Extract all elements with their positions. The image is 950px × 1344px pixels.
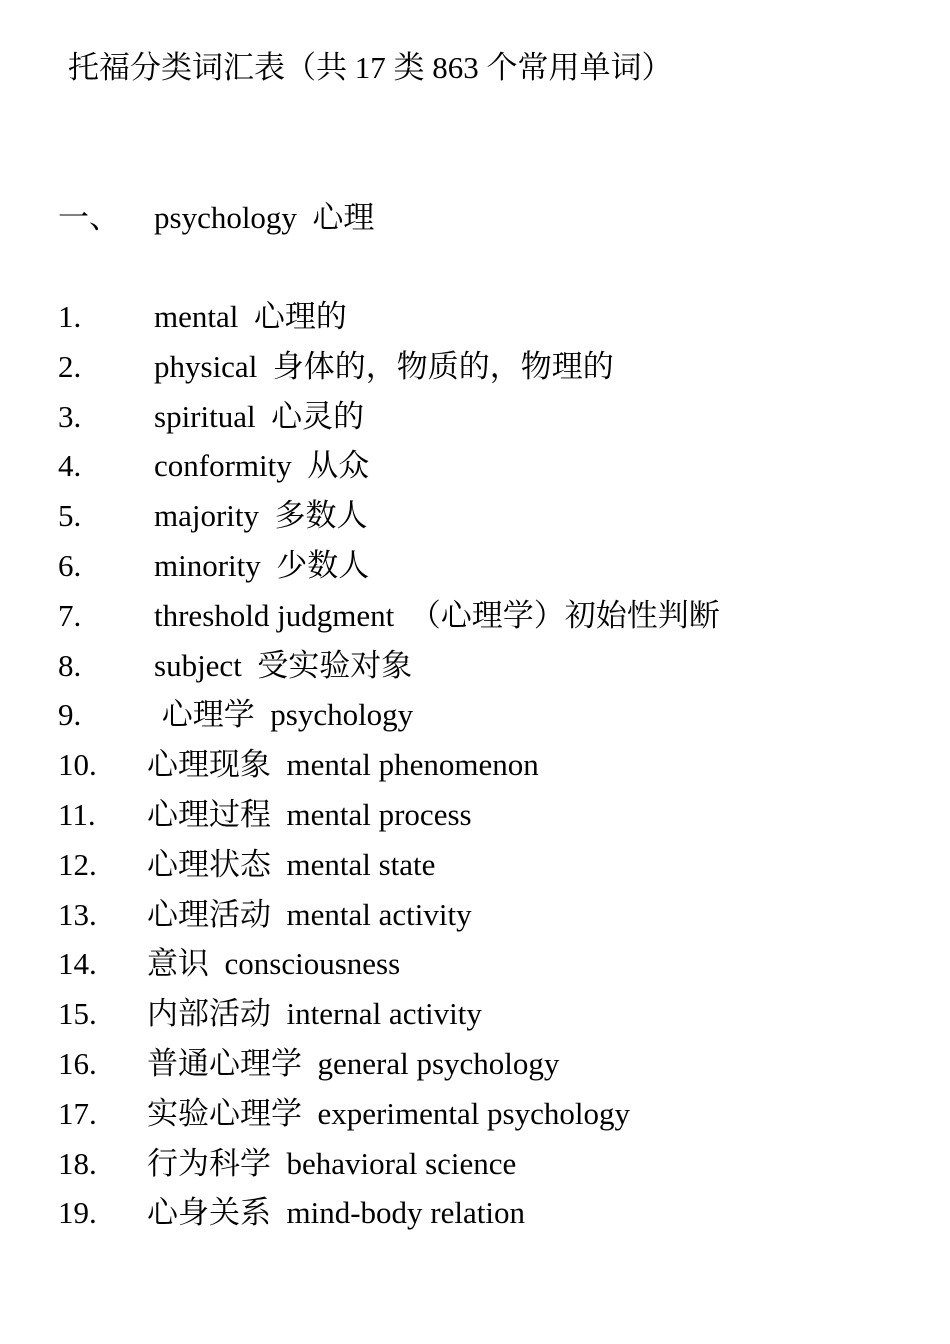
item-number: 18.: [58, 1145, 97, 1181]
list-item: [58, 345, 720, 395]
item-number: 9.: [58, 697, 82, 733]
item-text: minority 少数人: [154, 547, 370, 583]
list-item: [58, 444, 720, 494]
list-item: [58, 942, 720, 992]
item-text: subject 受实验对象: [154, 647, 413, 683]
item-text: mental 心理的: [154, 299, 347, 334]
item-number: 3.: [58, 398, 82, 434]
list-item: [58, 992, 720, 1042]
list-item: [58, 1191, 720, 1241]
list-item: [58, 743, 720, 793]
item-number: 14.: [58, 946, 97, 982]
item-text: 心理现象 mental phenomenon: [147, 747, 539, 783]
list-item: [58, 1042, 720, 1092]
item-text: 意识 consciousness: [147, 946, 401, 982]
section-heading: [58, 196, 374, 240]
item-text: 心身关系 mind-body relation: [147, 1195, 525, 1231]
item-number: 7.: [58, 597, 82, 633]
item-text: physical 身体的，物质的，物理的: [154, 348, 614, 384]
list-item: [58, 843, 720, 893]
section-title: psychology 心理: [154, 200, 375, 235]
list-item: [58, 494, 720, 544]
list-item: [58, 295, 720, 345]
item-number: 2.: [58, 348, 82, 384]
item-text: threshold judgment （心理学）初始性判断: [154, 597, 720, 633]
item-number: 10.: [58, 747, 97, 783]
item-number: 12.: [58, 846, 97, 882]
item-number: 6.: [58, 547, 82, 583]
item-text: spiritual 心灵的: [154, 398, 365, 434]
item-text: 心理过程 mental process: [147, 796, 472, 832]
item-number: 11.: [58, 796, 96, 832]
item-number: 13.: [58, 896, 97, 932]
list-item: [58, 1142, 720, 1192]
item-text: 普通心理学 general psychology: [147, 1045, 560, 1081]
item-number: 4.: [58, 448, 82, 484]
item-text: majority 多数人: [154, 498, 368, 534]
list-item: [58, 395, 720, 445]
list-item: [58, 693, 720, 743]
item-number: 19.: [58, 1195, 97, 1231]
list-item: [58, 893, 720, 943]
item-number: 16.: [58, 1045, 97, 1081]
list-item: [58, 544, 720, 594]
list-item: [58, 1092, 720, 1142]
vocabulary-list: [58, 295, 720, 1241]
item-number: 15.: [58, 996, 97, 1032]
list-item: [58, 644, 720, 694]
item-number: 8.: [58, 647, 82, 683]
item-text: 行为科学 behavioral science: [147, 1145, 517, 1181]
item-number: 1.: [58, 299, 82, 334]
list-item: [58, 594, 720, 644]
item-number: 5.: [58, 498, 82, 534]
item-number: 17.: [58, 1095, 97, 1131]
item-text: 心理学 psychology: [154, 697, 414, 733]
section-number: 一、: [58, 200, 120, 235]
item-text: conformity 从众: [154, 448, 370, 484]
item-text: 实验心理学 experimental psychology: [147, 1095, 630, 1131]
document-title: 托福分类词汇表（共 17 类 863 个常用单词）: [68, 50, 673, 85]
item-text: 心理活动 mental activity: [147, 896, 472, 932]
item-text: 心理状态 mental state: [147, 846, 436, 882]
item-text: 内部活动 internal activity: [147, 996, 482, 1032]
list-item: [58, 793, 720, 843]
